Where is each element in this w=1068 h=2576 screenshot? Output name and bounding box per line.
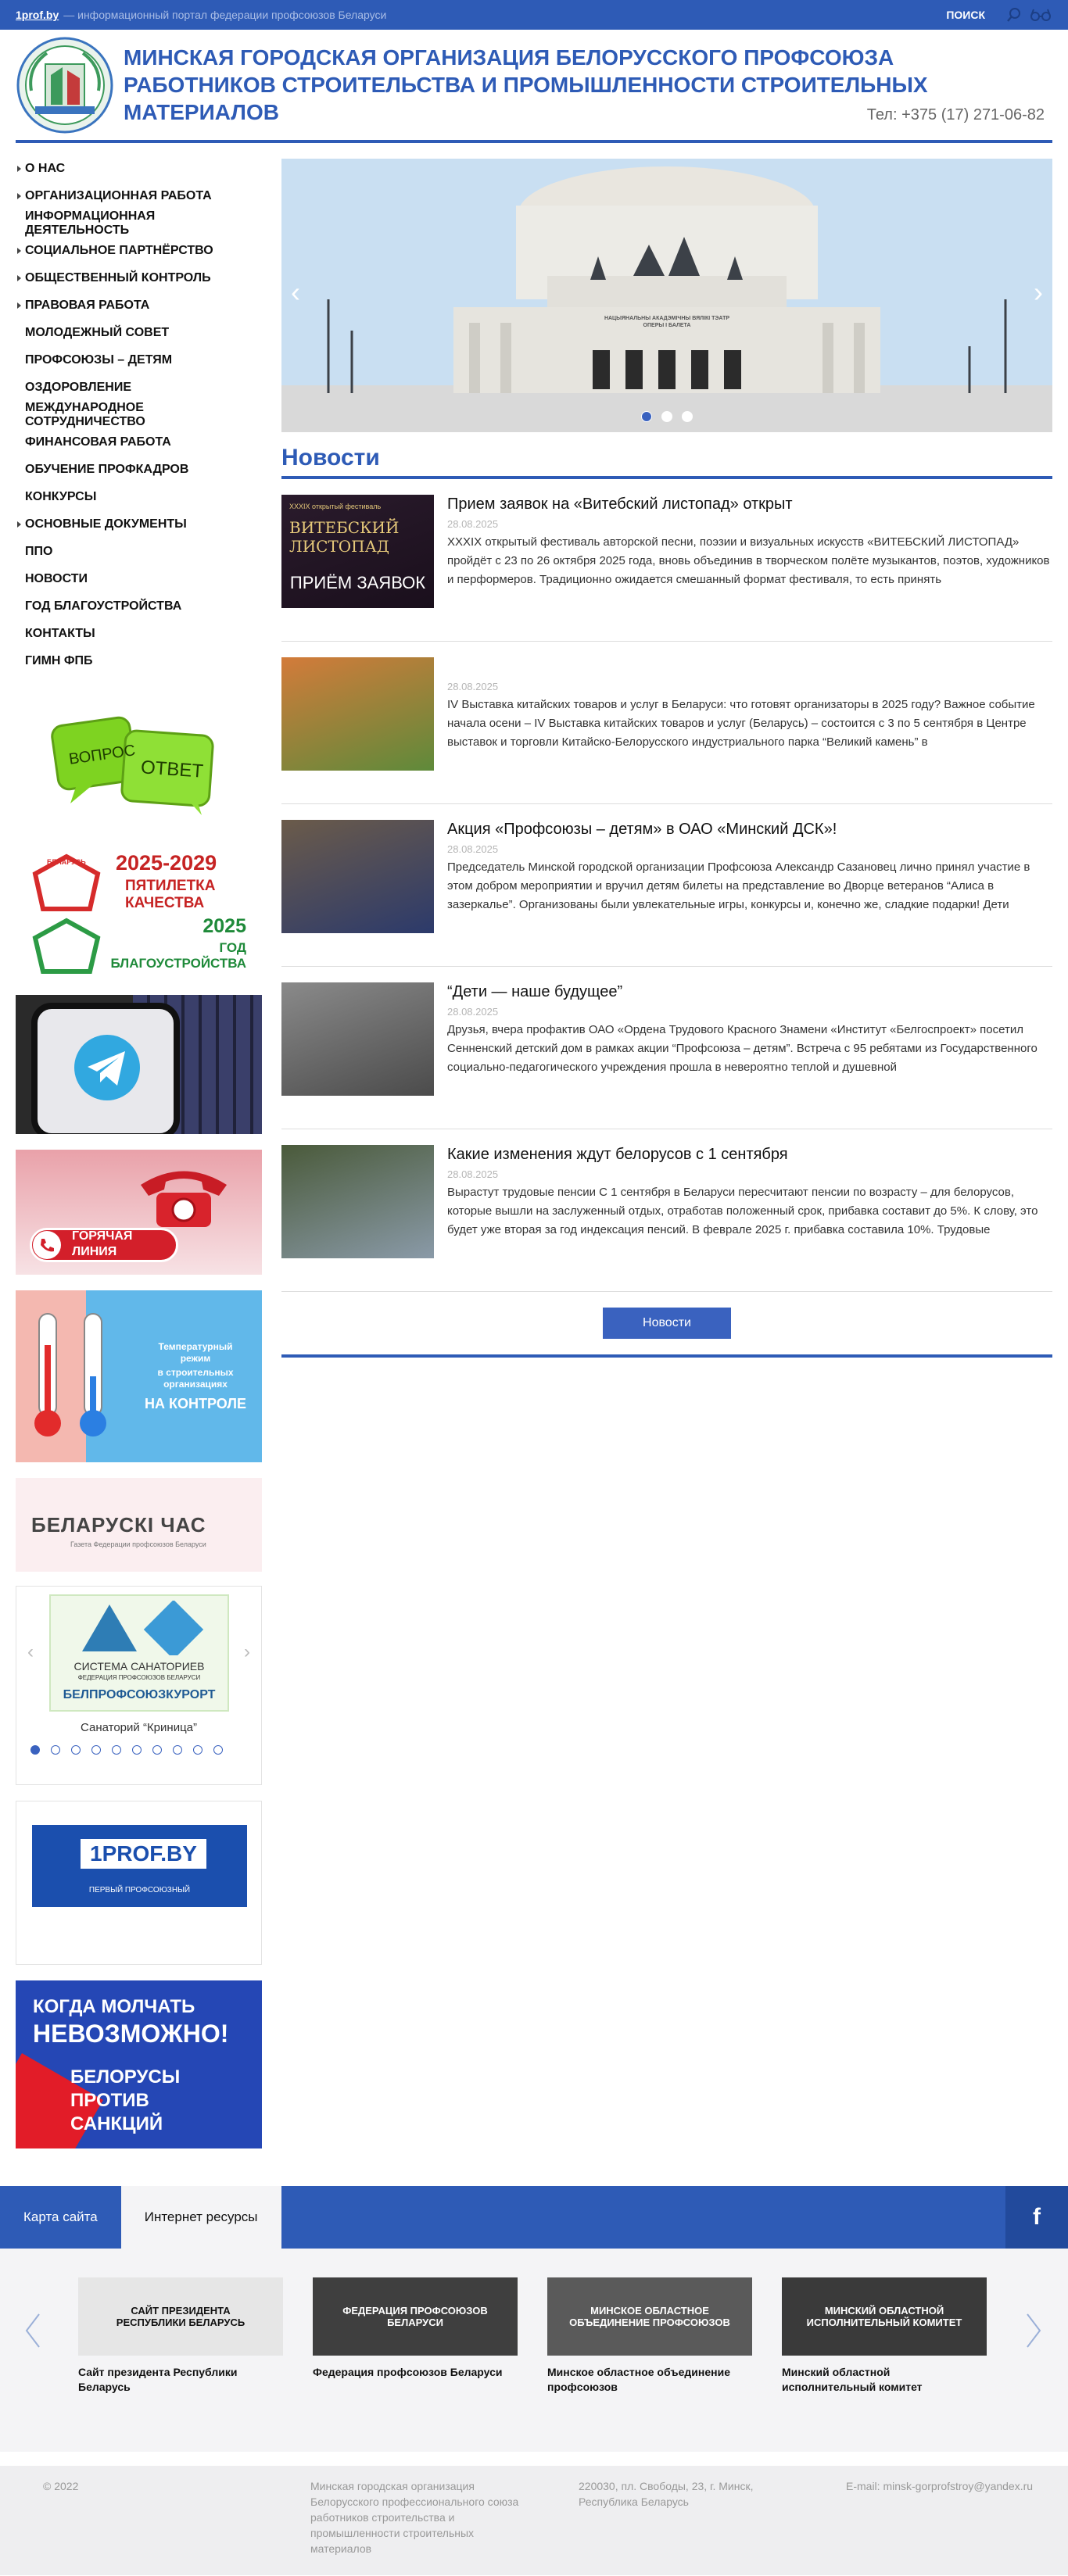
news-date: 28.08.2025: [447, 518, 499, 530]
footer-copyright: © 2022: [43, 2480, 79, 2492]
hero-slider: [281, 159, 1052, 432]
news-item: [281, 967, 1052, 1129]
thermometer-icon: [23, 1306, 117, 1447]
main-menu: [16, 143, 262, 674]
resource-label[interactable]: Минский областной исполнительный комитет: [782, 2366, 923, 2393]
resource-logo[interactable]: [547, 2277, 752, 2356]
top-bar: [0, 0, 1068, 30]
tab-internet-resources[interactable]: Интернет ресурсы: [121, 2186, 281, 2249]
hotline-line2: ЛИНИЯ: [72, 1245, 117, 1258]
resource-item[interactable]: [313, 2277, 518, 2380]
qa-answer-text: ОТВЕТ: [140, 757, 204, 782]
sanatory-carousel: [16, 1586, 262, 1785]
news-date: 28.08.2025: [447, 843, 499, 855]
page-layout: [0, 143, 1068, 2148]
sanatory-dot[interactable]: [71, 1745, 81, 1755]
news-body: [447, 820, 1052, 966]
resource-item[interactable]: [547, 2277, 752, 2395]
sanctions-line1: КОГДА МОЛЧАТЬ: [33, 1996, 195, 2017]
menu-item[interactable]: ОСНОВНЫЕ ДОКУМЕНТЫ: [16, 510, 262, 538]
menu-item[interactable]: ИНФОРМАЦИОННАЯ ДЕЯТЕЛЬНОСТЬ: [25, 209, 156, 237]
sanctions-line5: САНКЦИЙ: [70, 2113, 163, 2134]
sanatory-dot[interactable]: [91, 1745, 101, 1755]
temperature-control-banner[interactable]: [16, 1290, 262, 1462]
improvement-line1: ГОД: [219, 940, 246, 955]
union-logo[interactable]: [16, 36, 114, 134]
opera-theatre-photo: [281, 159, 1052, 432]
menu-item[interactable]: СОЦИАЛЬНОЕ ПАРТНЁРСТВО: [16, 237, 262, 264]
news-thumbnail[interactable]: [281, 982, 434, 1096]
menu-item[interactable]: КОНТАКТЫ: [25, 626, 95, 640]
resource-logo[interactable]: [782, 2277, 987, 2356]
first-prof-banner[interactable]: [32, 1825, 247, 1907]
site-footer: [0, 2466, 1068, 2575]
hotline-phone-icon: [31, 1229, 63, 1261]
menu-item[interactable]: ОЗДОРОВЛЕНИЕ: [25, 380, 131, 394]
news-title[interactable]: Какие изменения ждут белорусов с 1 сентября: [447, 1146, 788, 1163]
quality-emblems: [23, 850, 109, 975]
site-header: [0, 30, 1068, 143]
resource-logo-text: САЙТ ПРЕЗИДЕНТА: [131, 2305, 231, 2317]
resource-logo-text: ФЕДЕРАЦИЯ ПРОФСОЮЗОВ: [342, 2305, 488, 2317]
quality-line2: КАЧЕСТВА: [125, 895, 205, 911]
header-phone: Тел: +375 (17) 271-06-82: [866, 106, 1045, 123]
news-list: [281, 479, 1052, 1292]
resource-label[interactable]: Сайт президента Республики Беларусь: [78, 2366, 238, 2393]
quality-years: 2025-2029: [116, 851, 217, 875]
resources-prev-arrow[interactable]: [23, 2311, 42, 2350]
news-body: [447, 1145, 1052, 1291]
thumb-line3: ПРИЁМ ЗАЯВОК: [289, 573, 426, 592]
footer-email[interactable]: E-mail: minsk-gorprofstroy@yandex.ru: [846, 2480, 1034, 2492]
news-date: 28.08.2025: [447, 1006, 499, 1018]
news-excerpt: Председатель Минской городской организации Профсоюза Александр Сазановец лично принял участие в этом добром мероприятии и вручил детям билеты на представление во Дворце ветеранов “Алиса в зазеркалье”. Организованы были увлекательные игры, конкурсы и, конечно же, сладкие подарки! Дети: [447, 860, 1030, 911]
resource-logo-text: БЕЛАРУСИ: [387, 2317, 443, 2328]
menu-item[interactable]: КОНКУРСЫ: [25, 489, 97, 503]
belaruski-chas-banner[interactable]: [16, 1478, 262, 1572]
menu-item[interactable]: МЕЖДУНАРОДНОЕ СОТРУДНИЧЕСТВО: [25, 400, 145, 428]
resource-logo-text: МИНСКОЕ ОБЛАСТНОЕ: [590, 2305, 709, 2317]
temp-line1: Температурный: [158, 1341, 233, 1352]
slider-next-arrow[interactable]: ›: [1034, 276, 1043, 308]
menu-item[interactable]: ППО: [25, 544, 53, 558]
resource-item[interactable]: [78, 2277, 283, 2395]
footer-tabs-bar: [0, 2186, 1068, 2249]
news-item: [281, 804, 1052, 967]
sanatory-dot[interactable]: [51, 1745, 60, 1755]
improvement-line2: БЛАГОУСТРОЙСТВА: [110, 956, 246, 971]
sanatory-dot[interactable]: [132, 1745, 142, 1755]
thumb-line1: XXXIX открытый фестиваль: [289, 503, 382, 510]
sidebar: [16, 143, 262, 2148]
news-excerpt: Друзья, вчера профактив ОАО «Ордена Трудового Красного Знамени «Институт «Белгоспроект» посетил Сенненский детский дом в рамках акции “Профсоюза – детям”. Встреча с 95 ребятами из Государственного социально-педагогического учреждения прошла в невероятно теплой и душевной: [447, 1023, 1038, 1074]
chas-subtitle: Газета Федерации профсоюзов Беларуси: [70, 1540, 206, 1548]
organization-title: МИНСКАЯ ГОРОДСКАЯ ОРГАНИЗАЦИЯ БЕЛОРУССКОГО ПРОФСОЮЗА РАБОТНИКОВ СТРОИТЕЛЬСТВА И ПРОМЫШЛЕННОСТИ СТРОИТЕЛЬНЫХ МАТЕРИАЛОВ: [124, 45, 928, 124]
sanatory-logo-graphic: [66, 1601, 215, 1655]
main-content: [281, 143, 1052, 2148]
resources-next-arrow[interactable]: [1024, 2311, 1043, 2350]
footer-address: 220030, пл. Свободы, 23, г. Минск, Республика Беларусь: [579, 2480, 754, 2508]
news-body: [447, 657, 1052, 803]
sanatory-prev-arrow[interactable]: ‹: [27, 1641, 34, 1662]
sanatory-dot[interactable]: [112, 1745, 121, 1755]
resource-label[interactable]: Федерация профсоюзов Беларуси: [313, 2366, 503, 2378]
sanatory-pagination: [30, 1744, 249, 1758]
menu-item[interactable]: МОЛОДЕЖНЫЙ СОВЕТ: [25, 325, 170, 339]
slider-dot[interactable]: [682, 411, 693, 422]
news-more-wrap: [281, 1292, 1052, 1354]
resource-logo-text: ОБЪЕДИНЕНИЕ ПРОФСОЮЗОВ: [569, 2317, 730, 2328]
slider-pagination: [641, 411, 693, 422]
news-item: [281, 479, 1052, 642]
news-title[interactable]: Прием заявок на «Витебский листопад» открыт: [447, 496, 793, 513]
thumb-line2: ВИТЕБСКИЙ ЛИСТОПАД: [289, 518, 400, 556]
sanatory-next-arrow[interactable]: ›: [244, 1641, 250, 1662]
quality-line1: ПЯТИЛЕТКА: [125, 878, 216, 894]
news-item: [281, 1129, 1052, 1292]
news-date: 28.08.2025: [447, 1168, 499, 1180]
news-thumbnail[interactable]: [281, 657, 434, 771]
qa-banner[interactable]: [16, 706, 262, 823]
sanatory-line2: ФЕДЕРАЦИЯ ПРОФСОЮЗОВ БЕЛАРУСИ: [77, 1674, 201, 1681]
news-date: 28.08.2025: [447, 681, 499, 692]
news-title[interactable]: “Дети — наше будущее”: [447, 983, 623, 1000]
tab-sitemap[interactable]: Карта сайта: [23, 2209, 98, 2224]
hotline-banner[interactable]: [16, 1150, 262, 1275]
news-thumbnail[interactable]: [281, 1145, 434, 1258]
news-heading: Новости: [281, 445, 1052, 479]
first-prof-box: [16, 1801, 262, 1965]
temp-line4: организациях: [163, 1379, 228, 1390]
qa-question-text: ВОПРОС: [67, 742, 137, 768]
hotline-line1: ГОРЯЧАЯ: [72, 1229, 133, 1243]
news-more-button[interactable]: Новости: [603, 1308, 731, 1339]
news-excerpt: Вырастут трудовые пенсии С 1 сентября в Беларуси пересчитают пенсии по возрасту – для белорусов, которые вышли на заслуженный отдых, отработав положенный срок, прибавка составит до 5%. К слову, это будет уже вторая за год индексация пенсий. В феврале 2025 г. прибавка составила 10%. Трудовые: [447, 1186, 1038, 1236]
resource-logo-text: МИНСКИЙ ОБЛАСТНОЙ: [824, 2305, 944, 2317]
news-item: [281, 642, 1052, 804]
resource-logo[interactable]: [313, 2277, 518, 2356]
news-title[interactable]: [447, 657, 1052, 676]
menu-item[interactable]: О НАС: [16, 155, 262, 182]
menu-item[interactable]: ФИНАНСОВАЯ РАБОТА: [25, 435, 171, 449]
news-title[interactable]: Акция «Профсоюзы – детям» в ОАО «Минский ДСК»!: [447, 821, 837, 838]
qa-bubbles-graphic: [16, 706, 262, 823]
slider-dot[interactable]: [661, 411, 672, 422]
news-thumbnail[interactable]: [281, 495, 434, 608]
sanatory-line1: СИСТЕМА САНАТОРИЕВ: [73, 1660, 205, 1673]
tabs-spacer: [281, 2186, 1005, 2249]
sanatory-dot[interactable]: [173, 1745, 182, 1755]
building-sign: НАЦЫЯНАЛЬНЫ АКАДЭМІЧНЫ ВЯЛІКІ ТЭАТР ОПЕРЫ І БАЛЕТА: [604, 316, 730, 328]
red-telephone-icon: [133, 1161, 235, 1232]
main-bottom-divider: [281, 1354, 1052, 1358]
sanatory-dot[interactable]: [213, 1745, 223, 1755]
resource-label[interactable]: Минское областное объединение профсоюзов: [547, 2366, 731, 2393]
chas-title: БЕЛАРУСКІ ЧАС: [31, 1513, 206, 1537]
menu-item[interactable]: НОВОСТИ: [25, 571, 88, 585]
sanctions-line2: НЕВОЗМОЖНО!: [33, 2020, 229, 2048]
portal-tagline: — информационный портал федерации профсоюзов Беларуси: [63, 9, 387, 21]
telegram-icon: [72, 1032, 142, 1103]
temp-line3: в строительных: [157, 1367, 234, 1378]
menu-item[interactable]: ОРГАНИЗАЦИОННАЯ РАБОТА: [16, 182, 262, 209]
low-vision-icon[interactable]: [1029, 6, 1052, 23]
sanatory-line3: БЕЛПРОФСОЮЗКУРОРТ: [63, 1688, 216, 1701]
menu-item[interactable]: ПРОФСОЮЗЫ – ДЕТЯМ: [25, 352, 173, 367]
menu-item[interactable]: ГИМН ФПБ: [25, 653, 93, 667]
sanatory-dot[interactable]: [193, 1745, 202, 1755]
menu-item[interactable]: ОБЩЕСТВЕННЫЙ КОНТРОЛЬ: [16, 264, 262, 292]
menu-item[interactable]: ГОД БЛАГОУСТРОЙСТВА: [25, 599, 182, 613]
news-excerpt: XXXIX открытый фестиваль авторской песни, поэзии и визуальных искусств «ВИТЕБСКИЙ ЛИСТОПАД» пройдёт с 23 по 26 октября 2025 года, вновь объединив в творческом полёте музыкантов, поэтов, художников и перформеров. Традиционно ожидается смешанный формат фестиваля, то есть принять: [447, 535, 1050, 586]
sanatory-dot[interactable]: [152, 1745, 162, 1755]
sanatory-logo[interactable]: [49, 1594, 229, 1712]
internet-resources: [0, 2249, 1068, 2452]
sanatory-caption: Санаторий “Криница”: [81, 1721, 197, 1734]
temp-line5: НА КОНТРОЛЕ: [145, 1396, 246, 1411]
footer-organization: Минская городская организация Белорусского профессионального союза работников строительства и промышленности строительных материалов: [310, 2480, 519, 2555]
sanctions-line3: БЕЛОРУСЫ: [70, 2066, 181, 2088]
facebook-icon[interactable]: f: [1005, 2186, 1068, 2249]
news-excerpt: IV Выставка китайских товаров и услуг в Беларуси: что готовят организаторы в 2025 году? Важное событие начала осени – IV Выставка китайских товаров и услуг (Беларусь) – состоится с 3 по 5 сентября в Центре выставок и торговли Китайско-Белорусского индустриального парка “Великий камень” в: [447, 698, 1035, 749]
portal-link[interactable]: 1prof.by: [16, 9, 59, 21]
news-body: [447, 982, 1052, 1129]
menu-item[interactable]: ПРАВОВАЯ РАБОТА: [16, 292, 262, 319]
emblem-label: БЕЛАРУСЬ: [47, 858, 86, 866]
resource-logo-text: РЕСПУБЛИКИ БЕЛАРУСЬ: [116, 2317, 245, 2328]
first-prof-logo: 1PROF.BY: [81, 1839, 206, 1869]
resource-logo-text: ИСПОЛНИТЕЛЬНЫЙ КОМИТЕТ: [806, 2317, 962, 2328]
slider-dot[interactable]: [641, 411, 652, 422]
resource-item[interactable]: [782, 2277, 987, 2395]
temp-line2: режим: [180, 1353, 211, 1364]
sanctions-line4: ПРОТИВ: [70, 2090, 149, 2111]
against-sanctions-banner[interactable]: [16, 1980, 262, 2148]
quality-five-year-banner[interactable]: [16, 846, 262, 979]
improvement-year: 2025: [202, 915, 246, 937]
first-prof-sub: ПЕРВЫЙ ПРОФСОЮЗНЫЙ: [88, 1886, 191, 1894]
search-link[interactable]: ПОИСК: [946, 9, 985, 21]
sanatory-dot[interactable]: [30, 1745, 40, 1755]
telegram-banner[interactable]: [16, 995, 262, 1134]
resource-logo[interactable]: [78, 2277, 283, 2356]
search-icon[interactable]: [1005, 6, 1023, 23]
menu-item[interactable]: ОБУЧЕНИЕ ПРОФКАДРОВ: [25, 462, 189, 476]
header-divider: [16, 140, 1052, 143]
slider-prev-arrow[interactable]: ‹: [291, 276, 300, 308]
news-thumbnail[interactable]: [281, 820, 434, 933]
news-body: [447, 495, 1052, 641]
